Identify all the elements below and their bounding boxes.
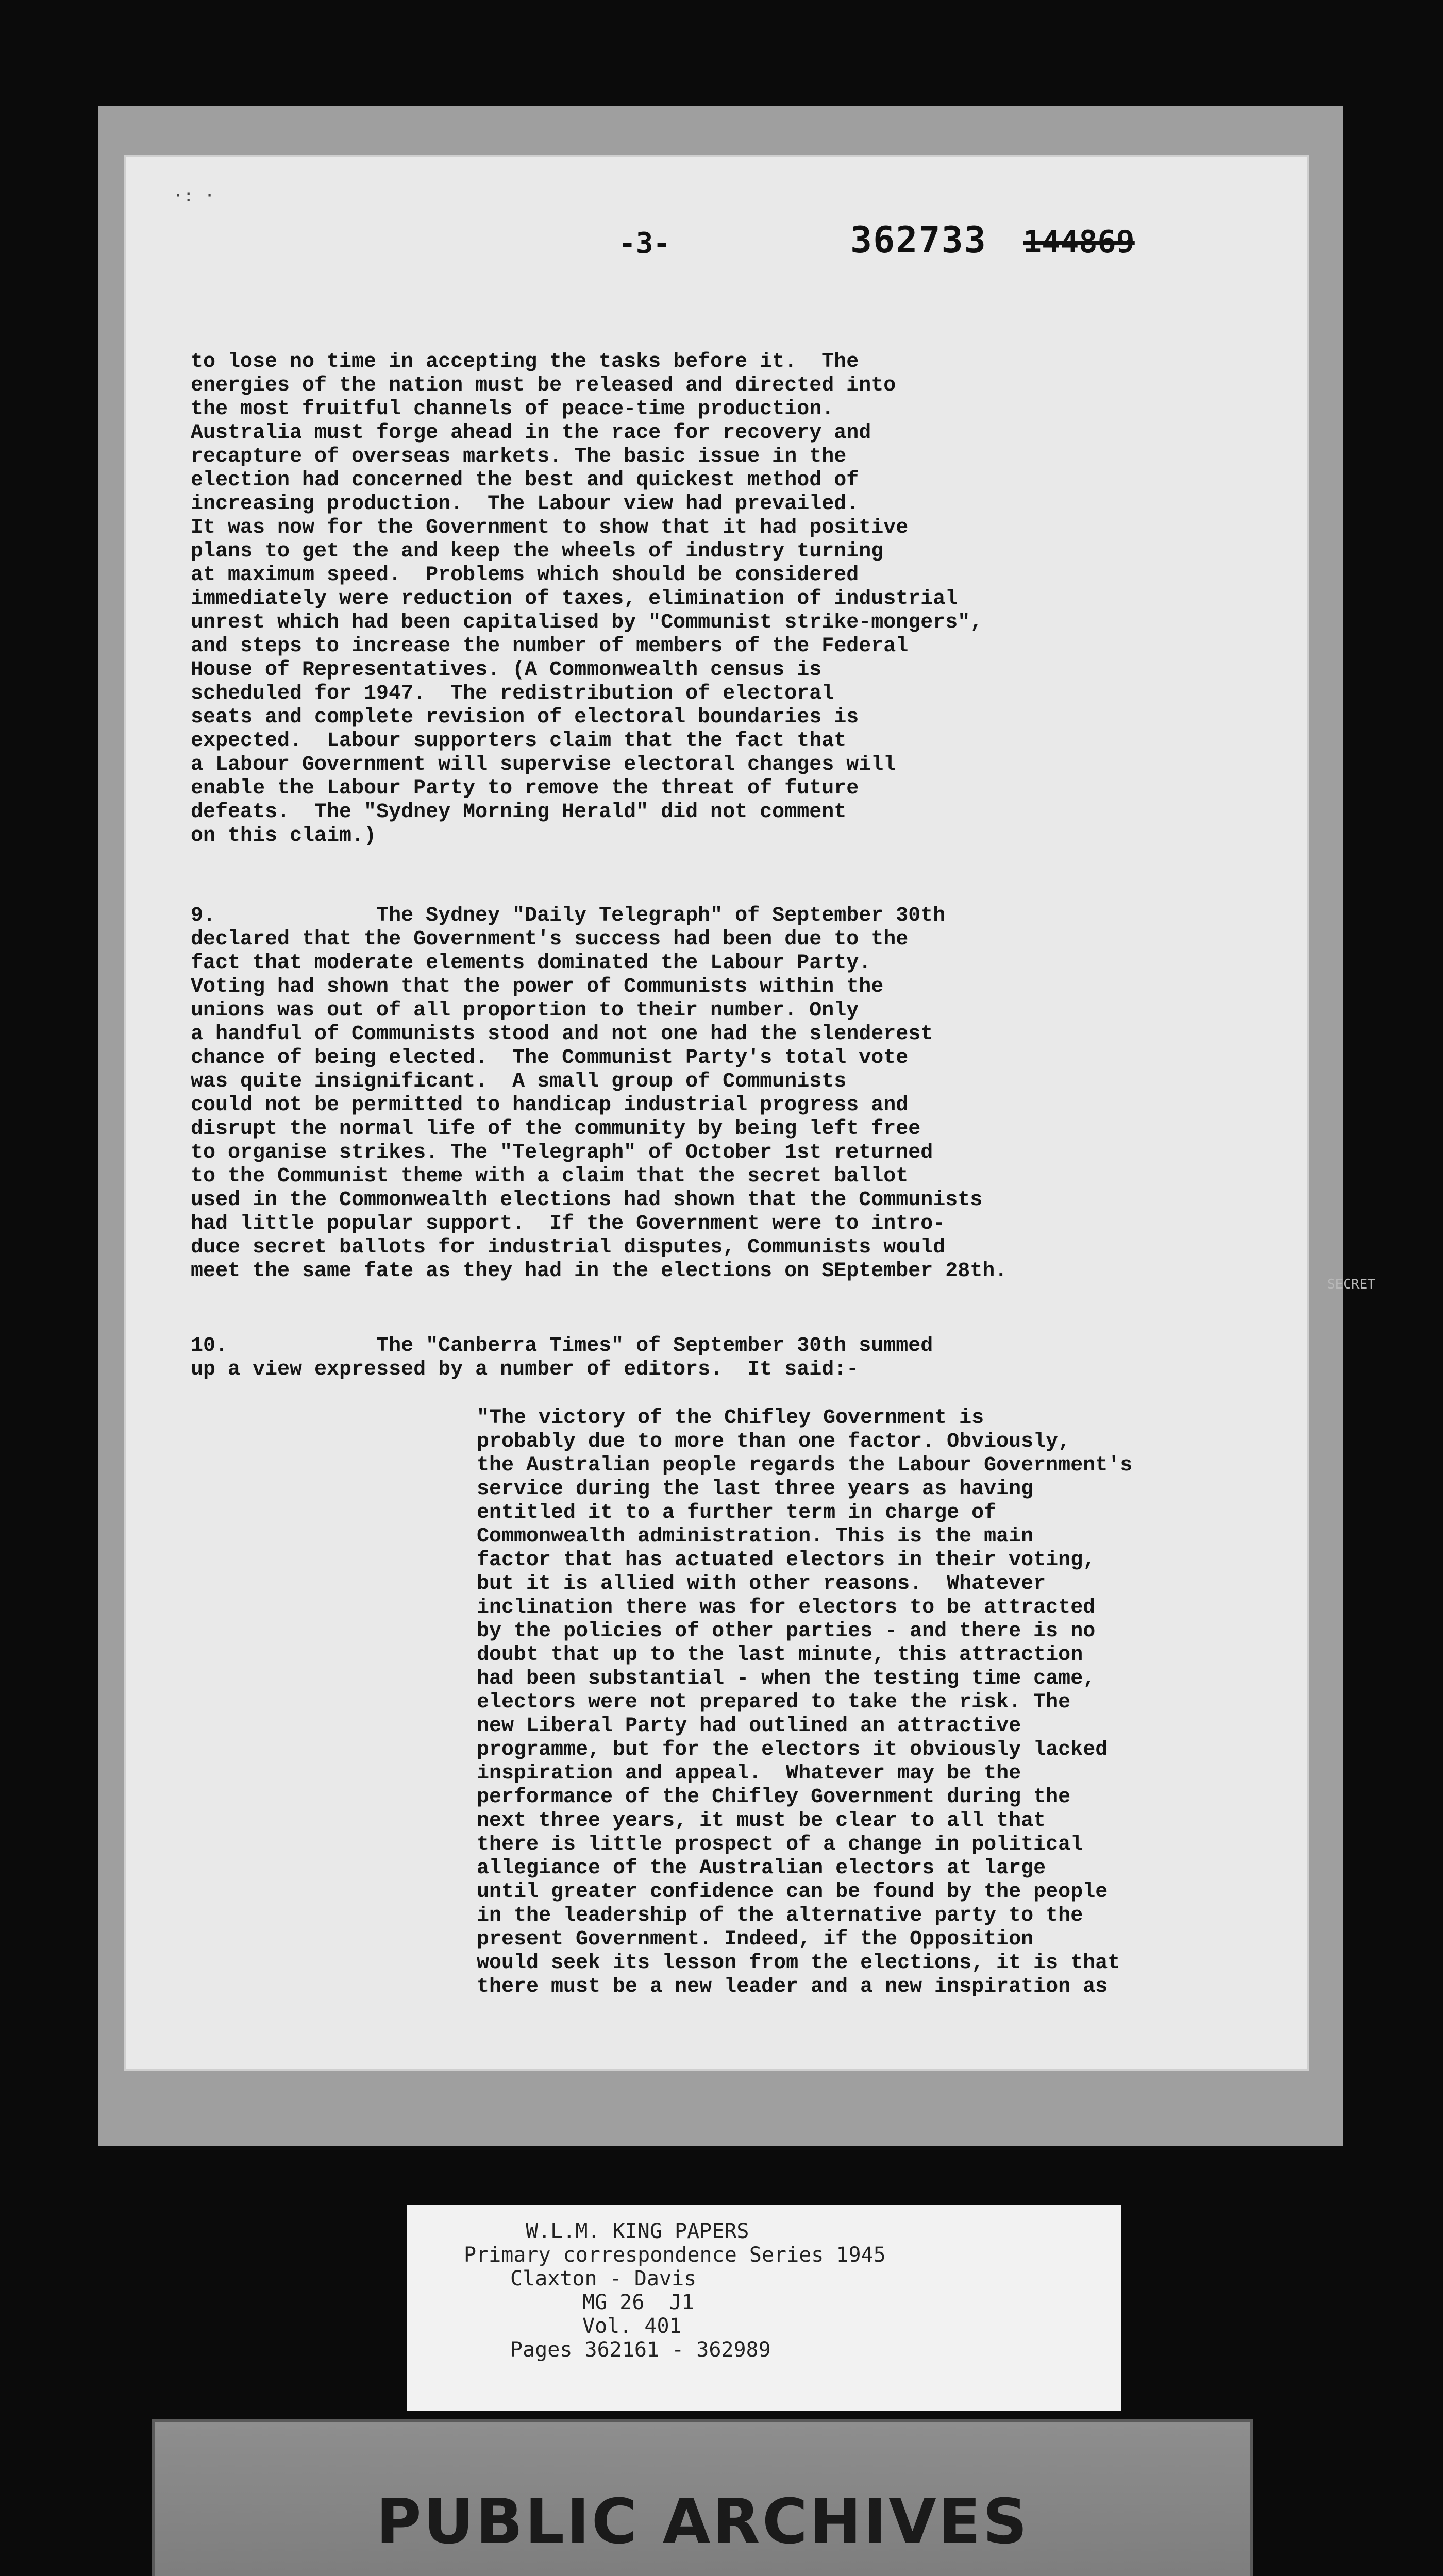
faint-stamp-mark: SECRET [1327,1277,1375,1292]
editorial-quotation: "The victory of the Chifley Government is probably due to more than one factor. Obviously, the Australian people regards the Labour Government's service during the last three years as having entitled it to a further term in charge of Commonwealth administration. This is the main factor that has actuated electors in their voting, but it is allied with other reasons. Whatever inclination there was for electors to be attracted by the policies of other parties - and there is no doubt that up to the last minute, this attraction had been substantial - when the testing time came, electors were not prepared to take the risk. The new Liberal Party had outlined an attractive programme, but for the electors it obviously lacked inspiration and appeal. Whatever may be the performance of the Chifley Government during the next three years, it must be clear to all that there is little prospect of a change in political allegiance of the Australian electors at large until greater confidence can be found by the people in the leadership of the alternative party to the present Government. Indeed, if the Opposition would seek its lesson from the elections, it is that there must be a new leader and a new inspiration as [477,1406,1133,1998]
archives-plate [152,2419,1253,2576]
label-collection: W.L.M. KING PAPERS [526,2219,749,2243]
label-mg: MG 26 J1 [582,2291,694,2314]
finding-aid-label [407,2205,1121,2411]
label-pages: Pages 362161 - 362989 [510,2338,771,2362]
plate-public-archives: PUBLIC ARCHIVES [376,2486,1030,2558]
label-volume: Vol. 401 [582,2314,682,2338]
paragraph-9: 9. The Sydney "Daily Telegraph" of September 30th declared that the Government's success had been due to the fact that moderate elements dominated the Labour Party. Voting had shown that the power of Communists within the unions was out of all proportion to their number. Only a handful of Communists stood and not one had the slenderest chance of being elected. The Communist Party's total vote was quite insignificant. A small group of Communists could not be permitted to handicap industrial progress and disrupt the normal life of the community by being left free to organise strikes. The "Telegraph" of October 1st returned to the Communist theme with a claim that the secret ballot used in the Commonwealth elections had shown that the Communists had little popular support. If the Government were to intro- duce secret ballots for industrial disputes, Communists would meet the same fate as they had in the elections on SEptember 28th. [191,904,1008,1283]
paragraph-8-continuation: to lose no time in accepting the tasks before it. The energies of the nation must be released and directed into the most fruitful channels of peace-time production. Australia must forge ahead in the race for recovery and recapture of overseas markets. The basic issue in the election had concerned the best and quickest method of increasing production. The Labour view had prevailed. It was now for the Government to show that it had positive plans to get the and keep the wheels of industry turning at maximum speed. Problems which should be considered immediately were reduction of taxes, elimination of industrial unrest which had been capitalised by "Communist strike-mongers", and steps to increase the number of members of the Federal House of Representatives. (A Commonwealth census is scheduled for 1947. The redistribution of electoral seats and complete revision of electoral boundaries is expected. Labour supporters claim that the fact that a Labour Government will supervise electoral changes will enable the Labour Party to remove the threat of future defeats. The "Sydney Morning Herald" did not comment on this claim.) [191,350,983,848]
page-number: -3- [618,227,671,260]
label-names: Claxton - Davis [510,2267,697,2291]
struck-out-number: 144869 [1023,224,1135,260]
paragraph-10: 10. The "Canberra Times" of September 30th summed up a view expressed by a number of editors. It said:- [191,1334,933,1381]
label-series: Primary correspondence Series 1945 [464,2243,886,2267]
document-number: 362733 [850,219,987,261]
corner-marks: ·: · [173,185,215,206]
